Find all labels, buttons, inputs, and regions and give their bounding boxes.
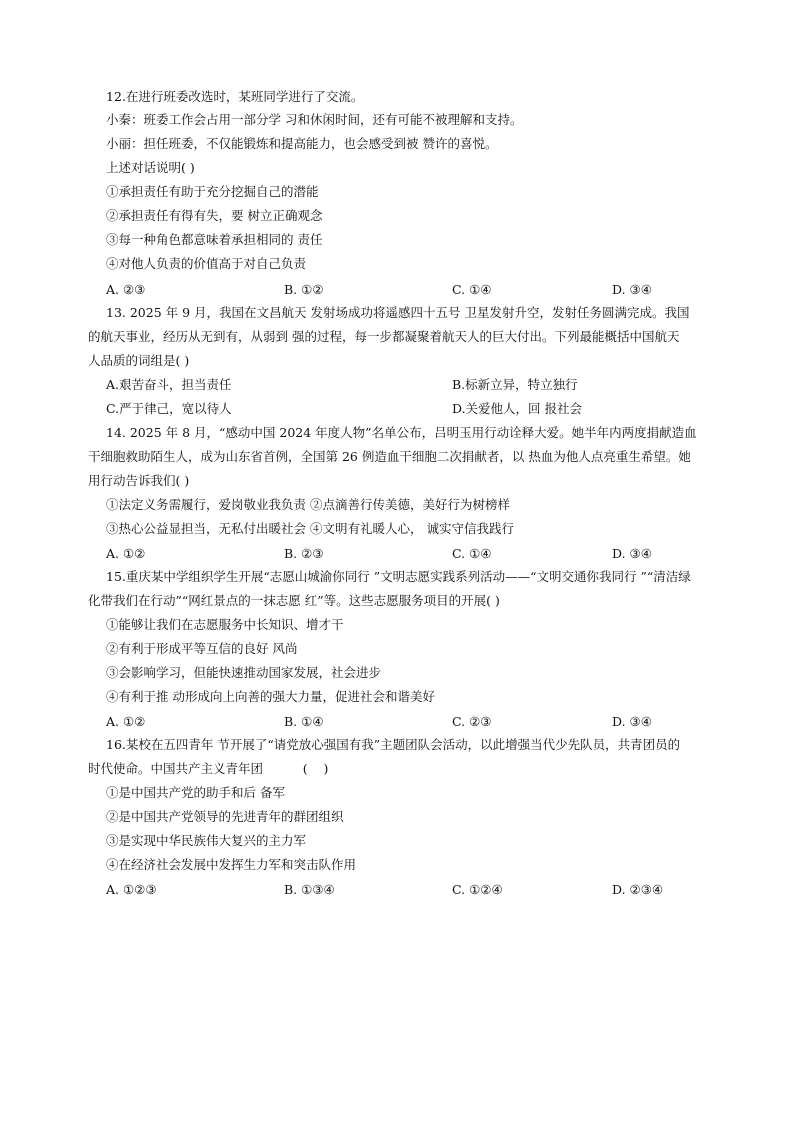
q14-items-row2: ③热心公益显担当，无私付出暖社会 ④文明有礼暖人心， 诚实守信我践行: [106, 521, 514, 536]
q12-option-a[interactable]: A. ②③: [106, 282, 146, 297]
q13-stem-line3: 人品质的词组是( ): [88, 353, 190, 368]
q14-stem-line2: 干细胞救助陌生人，成为山东省首例，全国第 26 例造血干细胞二次捐献者，以 热血为他人点亮重生希望。她: [88, 449, 691, 464]
q16-option-d[interactable]: D. ②③④: [612, 882, 664, 897]
q16-item-4: ④在经济社会发展中发挥生力军和突击队作用: [106, 857, 357, 872]
q12-item-1: ①承担责任有助于充分挖掘自己的潜能: [106, 184, 319, 199]
q15-options: [106, 714, 706, 730]
q15-option-a[interactable]: A. ①②: [106, 714, 146, 729]
q16-option-b[interactable]: B. ①③④: [284, 882, 335, 897]
q13-option-d[interactable]: D.关爱他人，回 报社会: [452, 401, 583, 416]
q12-option-b[interactable]: B. ①②: [284, 282, 324, 297]
q14-items-row1: ①法定义务需履行，爱岗敬业我负责 ②点滴善行传美德，美好行为树榜样: [106, 497, 510, 512]
q15-item-2: ②有利于形成平等互信的良好 风尚: [106, 641, 298, 656]
q13-options-row2: [106, 401, 706, 417]
q12-item-4: ④对他人负责的价值高于对自己负责: [106, 256, 307, 271]
q13-stem-line2: 的航天事业，经历从无到有，从弱到 强的过程，每一步都凝聚着航天人的巨大付出。下列最能概括中国航天: [88, 329, 680, 344]
q12-prompt: 上述对话说明( ): [106, 160, 195, 175]
q16-item-3: ③是实现中华民族伟大复兴的主力军: [106, 833, 307, 848]
q14-option-d[interactable]: D. ③④: [612, 546, 652, 561]
q12-option-c[interactable]: C. ①④: [452, 282, 492, 297]
q16-stem-line2: 时代使命。中国共产主义青年团 ( ): [88, 761, 329, 776]
q15-stem-line2: 化带我们在行动”“网红景点的一抹志愿 红”等。这些志愿服务项目的开展( ): [88, 593, 500, 608]
q15-item-3: ③会影响学习，但能快速推动国家发展，社会进步: [106, 665, 382, 680]
q12-options: [106, 282, 706, 298]
q14-options: [106, 546, 706, 562]
q14-option-c[interactable]: C. ①④: [452, 546, 492, 561]
q14-stem-line1: 14. 2025 年 8 月，“感动中国 2024 年度人物”名单公布，吕明玉用行动诠释大爱。她半年内两度捐献造血: [106, 425, 697, 440]
q13-option-b[interactable]: B.标新立异，特立独行: [452, 377, 578, 392]
q12-item-2: ②承担责任有得有失，要 树立正确观念: [106, 208, 323, 223]
q16-item-2: ②是中国共产党领导的先进青年的群团组织: [106, 809, 344, 824]
q15-stem-line1: 15.重庆某中学组织学生开展“志愿山城渝你同行 ”文明志愿实践系列活动——“文明交通你我同行 ”“清洁绿: [106, 569, 691, 584]
q12-dialog-line1: 小秦：班委工作会占用一部分学 习和休闲时间，还有可能不被理解和支持。: [106, 112, 523, 127]
q12-dialog-line2: 小丽：担任班委，不仅能锻炼和提高能力，也会感受到被 赞许的喜悦。: [106, 136, 498, 151]
q14-stem-line3: 用行动告诉我们( ): [88, 473, 190, 488]
q13-stem-line1: 13. 2025 年 9 月，我国在文昌航天 发射场成功将遥感四十五号 卫星发射升空，发射任务圆满完成。我国: [106, 305, 690, 320]
q15-item-4: ④有利于推 动形成向上向善的强大力量，促进社会和谐美好: [106, 689, 435, 704]
q13-option-a[interactable]: A.艰苦奋斗，担当责任: [106, 377, 232, 392]
q15-item-1: ①能够让我们在志愿服务中长知识、增才干: [106, 617, 344, 632]
q14-option-a[interactable]: A. ①②: [106, 546, 146, 561]
q15-option-c[interactable]: C. ②③: [452, 714, 492, 729]
q14-option-b[interactable]: B. ②③: [284, 546, 324, 561]
q16-item-1: ①是中国共产党的助手和后 备军: [106, 785, 285, 800]
q16-options: [106, 882, 706, 898]
q16-option-a[interactable]: A. ①②③: [106, 882, 157, 897]
q12-item-3: ③每一种角色都意味着承担相同的 责任: [106, 232, 323, 247]
q13-options-row1: [106, 377, 706, 393]
q16-stem-line1: 16.某校在五四青年 节开展了“请党放心强国有我”主题团队会活动，以此增强当代少先队员，共青团员的: [106, 737, 681, 752]
q16-option-c[interactable]: C. ①②④: [452, 882, 503, 897]
q13-option-c[interactable]: C.严于律己，宽以待人: [106, 401, 232, 416]
q12-option-d[interactable]: D. ③④: [612, 282, 652, 297]
q15-option-b[interactable]: B. ①④: [284, 714, 324, 729]
q15-option-d[interactable]: D. ③④: [612, 714, 652, 729]
q12-stem: 12.在进行班委改选时，某班同学进行了交流。: [106, 89, 364, 104]
